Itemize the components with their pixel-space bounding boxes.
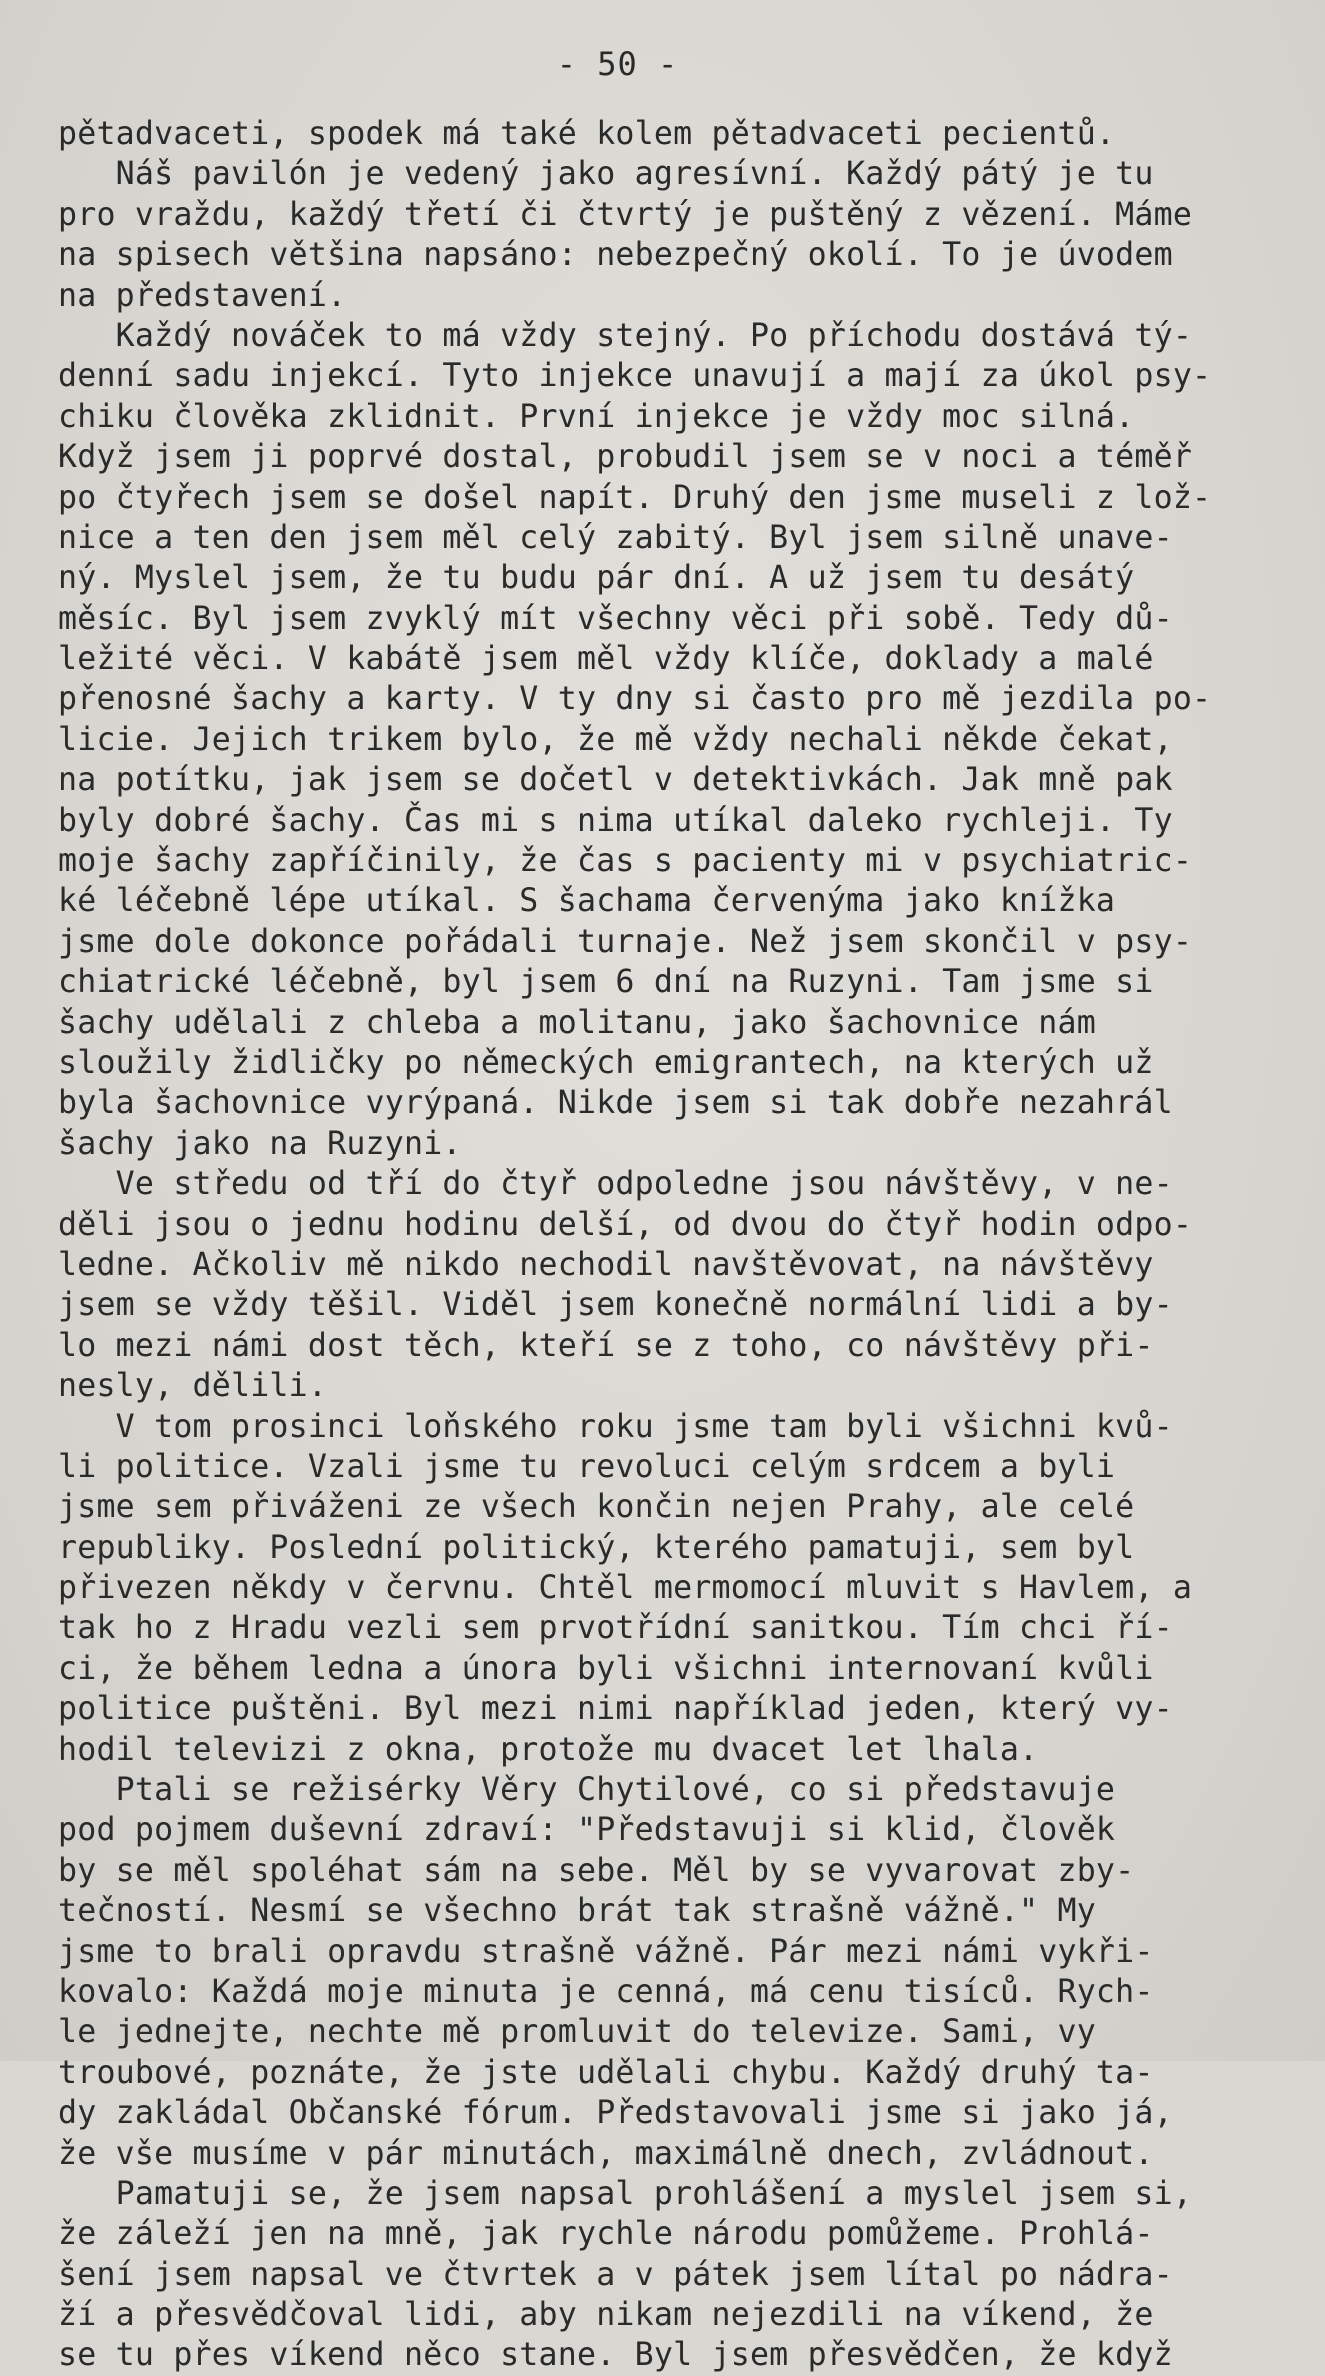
text-line: na potítku, jak jsem se dočetl v detektivkách. Jak mně pak: [58, 762, 1173, 799]
text-line: V tom prosinci loňského roku jsme tam byli všichni kvů-: [58, 1408, 1173, 1445]
text-line: Když jsem ji poprvé dostal, probudil jsem se v noci a téměř: [58, 439, 1193, 476]
text-line: licie. Jejich trikem bylo, že mě vždy nechali někde čekat,: [58, 721, 1173, 758]
text-line: pro vraždu, každý třetí či čtvrtý je puštěný z vězení. Máme: [58, 196, 1193, 233]
text-line: že záleží jen na mně, jak rychle národu pomůžeme. Prohlá-: [58, 2216, 1154, 2253]
text-line: se tu přes víkend něco stane. Byl jsem přesvědčen, že když: [58, 2337, 1173, 2374]
text-line: šachy udělali z chleba a molitanu, jako šachovnice nám: [58, 1004, 1096, 1041]
text-line: jsme dole dokonce pořádali turnaje. Než jsem skončil v psy-: [58, 923, 1193, 960]
text-line: přivezen někdy v červnu. Chtěl mermomocí mluvit s Havlem, a: [58, 1570, 1193, 1607]
text-line: by se měl spoléhat sám na sebe. Měl by se vyvarovat zby-: [58, 1852, 1135, 1889]
text-line: ležité věci. V kabátě jsem měl vždy klíče, doklady a malé: [58, 641, 1154, 678]
text-line: šení jsem napsal ve čtvrtek a v pátek jsem lítal po nádra-: [58, 2256, 1173, 2293]
text-line: li politice. Vzali jsme tu revoluci celým srdcem a byli: [58, 1448, 1116, 1485]
text-line: dy zakládal Občanské fórum. Představovali jsme si jako já,: [58, 2095, 1173, 2132]
text-line: chiku člověka zklidnit. První injekce je vždy moc silná.: [58, 398, 1135, 435]
text-line: nesly, dělili.: [58, 1368, 328, 1405]
text-line: že vše musíme v pár minutách, maximálně dnech, zvládnout.: [58, 2135, 1154, 2172]
text-line: šachy jako na Ruzyni.: [58, 1125, 462, 1162]
text-line: byly dobré šachy. Čas mi s nima utíkal daleko rychleji. Ty: [58, 802, 1173, 839]
text-line: tečností. Nesmí se všechno brát tak strašně vážně." My: [58, 1893, 1096, 1930]
text-line: pětadvaceti, spodek má také kolem pětadvaceti pecientů.: [58, 116, 1116, 152]
text-line: děli jsou o jednu hodinu delší, od dvou do čtyř hodin odpo-: [58, 1206, 1193, 1243]
text-line: nice a ten den jsem měl celý zabitý. Byl jsem silně unave-: [58, 519, 1173, 556]
text-line: pod pojmem duševní zdraví: "Představuji si klid, člověk: [58, 1812, 1116, 1849]
text-line: hodil televizi z okna, protože mu dvacet let lhala.: [58, 1731, 1039, 1768]
text-line: ží a přesvědčoval lidi, aby nikam nejezdili na víkend, že: [58, 2297, 1154, 2334]
text-line: moje šachy zapříčinily, že čas s pacienty mi v psychiatric-: [58, 843, 1193, 880]
text-line: republiky. Poslední politický, kterého pamatuji, sem byl: [58, 1529, 1135, 1566]
text-line: le jednejte, nechte mě promluvit do televize. Sami, vy: [58, 2014, 1096, 2051]
text-line: ké léčebně lépe utíkal. S šachama červenýma jako knížka: [58, 883, 1116, 920]
text-line: lo mezi námi dost těch, kteří se z toho, co návštěvy při-: [58, 1327, 1154, 1364]
text-line: Ptali se režisérky Věry Chytilové, co si představuje: [58, 1772, 1116, 1809]
text-line: Každý nováček to má vždy stejný. Po příchodu dostává tý-: [58, 317, 1193, 354]
text-line: kovalo: Každá moje minuta je cenná, má cenu tisíců. Rych-: [58, 1973, 1154, 2010]
text-line: jsme sem přiváženi ze všech končin nejen Prahy, ale celé: [58, 1489, 1135, 1526]
text-line: měsíc. Byl jsem zvyklý mít všechny věci při sobě. Tedy dů-: [58, 600, 1173, 637]
text-line: ci, že během ledna a února byli všichni internovaní kvůli: [58, 1650, 1154, 1687]
text-line: politice puštěni. Byl mezi nimi například jeden, který vy-: [58, 1691, 1173, 1728]
text-line: denní sadu injekcí. Tyto injekce unavují a mají za úkol psy-: [58, 358, 1212, 395]
text-line: byla šachovnice vyrýpaná. Nikde jsem si tak dobře nezahrál: [58, 1085, 1173, 1122]
text-line: jsme to brali opravdu strašně vážně. Pár mezi námi vykři-: [58, 1933, 1154, 1970]
body-text: [58, 114, 1288, 2376]
page-number: - 50 -: [556, 45, 679, 83]
text-line: na spisech většina napsáno: nebezpečný okolí. To je úvodem: [58, 237, 1173, 274]
text-line: sloužily židličky po německých emigrantech, na kterých už: [58, 1044, 1154, 1081]
text-line: na představení.: [58, 277, 347, 314]
text-line: po čtyřech jsem se došel napít. Druhý den jsme museli z lož-: [58, 479, 1212, 516]
text-line: jsem se vždy těšil. Viděl jsem konečně normální lidi a by-: [58, 1287, 1173, 1324]
text-line: ledne. Ačkoliv mě nikdo nechodil navštěvovat, na návštěvy: [58, 1246, 1154, 1283]
text-line: Ve středu od tří do čtyř odpoledne jsou návštěvy, v ne-: [58, 1166, 1173, 1203]
text-line: troubové, poznáte, že jste udělali chybu. Každý druhý ta-: [58, 2054, 1154, 2091]
text-line: Pamatuji se, že jsem napsal prohlášení a myslel jsem si,: [58, 2175, 1193, 2212]
text-line: ný. Myslel jsem, že tu budu pár dní. A už jsem tu desátý: [58, 560, 1135, 597]
text-line: tak ho z Hradu vezli sem prvotřídní sanitkou. Tím chci ří-: [58, 1610, 1173, 1647]
text-line: chiatrické léčebně, byl jsem 6 dní na Ruzyni. Tam jsme si: [58, 964, 1154, 1001]
text-line: Náš pavilón je vedený jako agresívní. Každý pátý je tu: [58, 156, 1154, 193]
text-line: přenosné šachy a karty. V ty dny si často pro mě jezdila po-: [58, 681, 1212, 718]
